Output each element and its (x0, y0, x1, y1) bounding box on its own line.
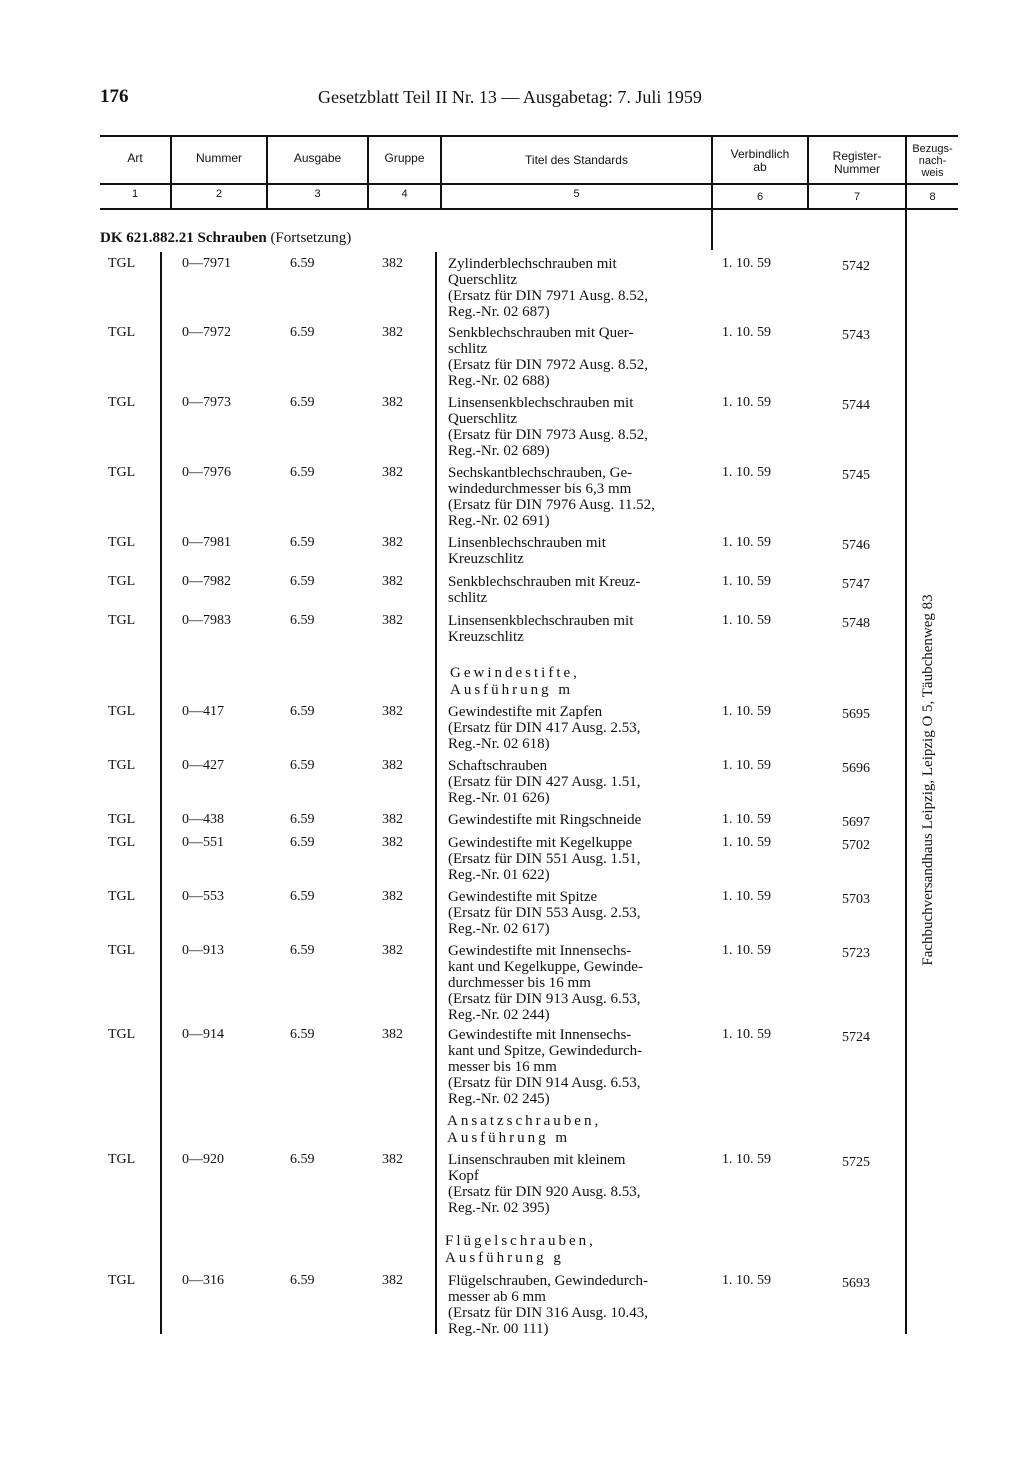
cell-verbindlich: 1. 10. 59 (722, 1027, 771, 1042)
cell-verbindlich: 1. 10. 59 (722, 1152, 771, 1167)
cell-ausgabe: 6.59 (290, 395, 315, 410)
title-line: (Ersatz für DIN 316 Ausg. 10.43, (448, 1305, 648, 1321)
title-line: Linsensenkblechschrauben mit (448, 395, 634, 411)
title-line: (Ersatz für DIN 7971 Ausg. 8.52, (448, 288, 648, 304)
cell-art: TGL (108, 325, 136, 340)
col-number: 2 (215, 188, 223, 200)
cell-register: 5702 (842, 838, 870, 853)
title-line: Gewindestifte mit Innensechs- (448, 1027, 632, 1043)
cell-nummer: 0—914 (182, 1027, 224, 1042)
title-line: Reg.-Nr. 02 689) (448, 443, 550, 459)
cell-verbindlich: 1. 10. 59 (722, 758, 771, 773)
col-number: 4 (401, 188, 408, 200)
page-number: 176 (100, 86, 129, 107)
cell-ausgabe: 6.59 (290, 613, 315, 628)
cell-verbindlich: 1. 10. 59 (722, 889, 771, 904)
cell-verbindlich: 1. 10. 59 (722, 256, 771, 271)
cell-register: 5723 (842, 946, 870, 961)
cell-gruppe: 382 (382, 1027, 403, 1042)
cell-verbindlich: 1. 10. 59 (722, 535, 771, 550)
title-line: Reg.-Nr. 02 691) (448, 513, 550, 529)
subhead-ansatzschrauben (447, 1113, 601, 1147)
cell-art: TGL (108, 835, 136, 850)
cell-art: TGL (108, 1027, 136, 1042)
title-line: Kreuzschlitz (448, 551, 524, 567)
cell-art: TGL (108, 758, 136, 773)
cell-art: TGL (108, 704, 136, 719)
cell-ausgabe: 6.59 (290, 758, 315, 773)
cell-titel (448, 613, 706, 645)
col-header-register-line: Nummer (833, 162, 880, 176)
col-number: 1 (131, 188, 139, 200)
cell-register: 5695 (842, 707, 870, 722)
cell-art: TGL (108, 256, 136, 271)
title-line: kant und Kegelkuppe, Gewinde- (448, 959, 643, 975)
cell-verbindlich: 1. 10. 59 (722, 613, 771, 628)
col-header-gruppe: Gruppe (384, 151, 425, 165)
cell-gruppe: 382 (382, 1152, 403, 1167)
cell-art: TGL (108, 943, 136, 958)
cell-nummer: 0—7976 (182, 465, 231, 480)
cell-gruppe: 382 (382, 395, 403, 410)
title-line: Kopf (448, 1168, 479, 1184)
cell-ausgabe: 6.59 (290, 325, 315, 340)
col-header-art: Art (127, 151, 143, 165)
cell-verbindlich: 1. 10. 59 (722, 395, 771, 410)
cell-verbindlich: 1. 10. 59 (722, 835, 771, 850)
title-line: Sechskantblechschrauben, Ge- (448, 465, 633, 481)
title-line: (Ersatz für DIN 417 Ausg. 2.53, (448, 720, 641, 736)
cell-register: 5748 (842, 616, 870, 631)
cell-ausgabe: 6.59 (290, 1273, 315, 1288)
cell-verbindlich: 1. 10. 59 (722, 943, 771, 958)
col-number: 3 (314, 188, 321, 200)
col-header-register-line: Register- (832, 149, 882, 163)
body-col-sep (905, 210, 907, 1334)
subhead-fluegelschrauben (445, 1233, 596, 1267)
cell-gruppe: 382 (382, 325, 403, 340)
title-line: Gewindestifte mit Innensechs- (448, 943, 632, 959)
title-line: Schaftschrauben (448, 758, 548, 774)
title-line: (Ersatz für DIN 551 Ausg. 1.51, (448, 851, 641, 867)
body-col-sep (435, 252, 437, 1334)
cell-nummer: 0—7973 (182, 395, 231, 410)
title-line: (Ersatz für DIN 914 Ausg. 6.53, (448, 1075, 641, 1091)
cell-titel (448, 889, 706, 937)
cell-nummer: 0—913 (182, 943, 224, 958)
title-line: Linsenschrauben mit kleinem (448, 1152, 626, 1168)
cell-titel (448, 1152, 706, 1216)
cell-gruppe: 382 (382, 574, 403, 589)
cell-art: TGL (108, 395, 136, 410)
col-header-titel: Titel des Standards (525, 153, 628, 167)
title-line: Gewindestifte mit Ringschneide (448, 812, 642, 828)
title-line: Linsenblechschrauben mit (448, 535, 606, 551)
cell-ausgabe: 6.59 (290, 1152, 315, 1167)
cell-titel (448, 943, 706, 1023)
cell-titel (448, 1273, 706, 1337)
cell-ausgabe: 6.59 (290, 535, 315, 550)
col-header-bezug (907, 143, 958, 179)
cell-verbindlich: 1. 10. 59 (722, 574, 771, 589)
col-header-verbindlich-line: ab (753, 160, 767, 174)
header-mid-rule (100, 183, 958, 185)
cell-ausgabe: 6.59 (290, 943, 315, 958)
title-line: Kreuzschlitz (448, 629, 524, 645)
cell-titel (448, 812, 706, 828)
cell-nummer: 0—316 (182, 1273, 224, 1288)
header-top-rule (100, 135, 958, 137)
cell-register: 5747 (842, 577, 870, 592)
title-line: (Ersatz für DIN 427 Ausg. 1.51, (448, 774, 641, 790)
body-col-sep (160, 252, 162, 1334)
cell-ausgabe: 6.59 (290, 574, 315, 589)
col-number: 7 (853, 191, 861, 203)
cell-gruppe: 382 (382, 704, 403, 719)
cell-verbindlich: 1. 10. 59 (722, 704, 771, 719)
section-title-cont: (Fortsetzung) (270, 230, 352, 246)
cell-art: TGL (108, 889, 136, 904)
cell-register: 5693 (842, 1276, 870, 1291)
cell-verbindlich: 1. 10. 59 (722, 812, 771, 827)
header-bottom-rule (100, 208, 958, 210)
col-header-verbindlich-line: Verbindlich (730, 147, 790, 161)
section-title (100, 230, 351, 247)
col-number: 5 (573, 188, 580, 200)
title-line: Querschlitz (448, 411, 518, 427)
cell-gruppe: 382 (382, 535, 403, 550)
cell-nummer: 0—7972 (182, 325, 231, 340)
cell-nummer: 0—7982 (182, 574, 231, 589)
title-line: kant und Spitze, Gewindedurch- (448, 1043, 643, 1059)
title-line: Reg.-Nr. 02 618) (448, 736, 550, 752)
cell-nummer: 0—7983 (182, 613, 231, 628)
title-line: Gewindestifte mit Spitze (448, 889, 598, 905)
title-line: Reg.-Nr. 02 617) (448, 921, 550, 937)
cell-titel (448, 465, 706, 529)
running-head: Gesetzblatt Teil II Nr. 13 — Ausgabetag: 7. Juli 1959 (318, 87, 702, 107)
title-line: (Ersatz für DIN 7972 Ausg. 8.52, (448, 357, 648, 373)
cell-titel (448, 758, 706, 806)
cell-titel (448, 395, 706, 459)
cell-gruppe: 382 (382, 943, 403, 958)
cell-nummer: 0—427 (182, 758, 224, 773)
cell-gruppe: 382 (382, 1273, 403, 1288)
subhead-line: Ansatzschrauben, (447, 1113, 602, 1129)
cell-register: 5696 (842, 761, 870, 776)
cell-register: 5746 (842, 538, 870, 553)
cell-gruppe: 382 (382, 613, 403, 628)
side-note-publisher: Fachbuchversandhaus Leipzig, Leipzig O 5, Täubchenweg 83 (920, 594, 936, 966)
title-line: messer bis 16 mm (448, 1059, 557, 1075)
cell-nummer: 0—551 (182, 835, 224, 850)
col-header-bezug-line: weis (921, 167, 944, 179)
title-line: durchmesser bis 16 mm (448, 975, 591, 991)
cell-art: TGL (108, 535, 136, 550)
col-header-ausgabe: Ausgabe (293, 151, 342, 165)
title-line: Gewindestifte mit Zapfen (448, 704, 603, 720)
cell-gruppe: 382 (382, 835, 403, 850)
subhead-line: Ausführung g (445, 1250, 564, 1266)
cell-ausgabe: 6.59 (290, 812, 315, 827)
cell-nummer: 0—417 (182, 704, 224, 719)
cell-nummer: 0—7971 (182, 256, 231, 271)
title-line: schlitz (448, 341, 488, 357)
title-line: Senkblechschrauben mit Kreuz- (448, 574, 641, 590)
cell-gruppe: 382 (382, 465, 403, 480)
cell-register: 5744 (842, 398, 870, 413)
cell-titel (448, 1027, 706, 1107)
col-number: 6 (756, 191, 764, 203)
cell-titel (448, 704, 706, 752)
cell-art: TGL (108, 1273, 136, 1288)
title-line: messer ab 6 mm (448, 1289, 546, 1305)
title-line: windedurchmesser bis 6,3 mm (448, 481, 632, 497)
cell-nummer: 0—438 (182, 812, 224, 827)
title-line: Reg.-Nr. 02 244) (448, 1007, 550, 1023)
cell-verbindlich: 1. 10. 59 (722, 325, 771, 340)
col-header-bezug-line: Bezugs- (912, 143, 953, 155)
title-line: (Ersatz für DIN 7973 Ausg. 8.52, (448, 427, 648, 443)
cell-register: 5725 (842, 1155, 870, 1170)
title-line: Reg.-Nr. 02 245) (448, 1091, 550, 1107)
section-title-dk: DK 621.882.21 Schrauben (100, 230, 267, 246)
cell-gruppe: 382 (382, 889, 403, 904)
cell-art: TGL (108, 812, 136, 827)
title-line: Reg.-Nr. 02 688) (448, 373, 550, 389)
cell-art: TGL (108, 613, 136, 628)
cell-art: TGL (108, 465, 136, 480)
title-line: schlitz (448, 590, 488, 606)
cell-gruppe: 382 (382, 256, 403, 271)
cell-register: 5743 (842, 328, 870, 343)
cell-titel (448, 325, 706, 389)
cell-nummer: 0—7981 (182, 535, 231, 550)
subhead-line: Gewindestifte, (450, 665, 580, 681)
cell-register: 5703 (842, 892, 870, 907)
cell-ausgabe: 6.59 (290, 704, 315, 719)
col-header-bezug-line: nach- (918, 155, 947, 167)
subhead-line: Ausführung m (447, 1130, 571, 1146)
title-line: Reg.-Nr. 02 687) (448, 304, 550, 320)
cell-verbindlich: 1. 10. 59 (722, 465, 771, 480)
title-line: (Ersatz für DIN 553 Ausg. 2.53, (448, 905, 641, 921)
cell-nummer: 0—553 (182, 889, 224, 904)
cell-titel (448, 835, 706, 883)
cell-art: TGL (108, 1152, 136, 1167)
cell-ausgabe: 6.59 (290, 256, 315, 271)
cell-nummer: 0—920 (182, 1152, 224, 1167)
cell-register: 5745 (842, 468, 870, 483)
cell-ausgabe: 6.59 (290, 465, 315, 480)
title-line: Gewindestifte mit Kegelkuppe (448, 835, 633, 851)
cell-titel (448, 574, 706, 606)
cell-gruppe: 382 (382, 758, 403, 773)
title-line: (Ersatz für DIN 7976 Ausg. 11.52, (448, 497, 655, 513)
subhead-line: Ausführung m (450, 682, 574, 698)
cell-ausgabe: 6.59 (290, 889, 315, 904)
cell-register: 5742 (842, 259, 870, 274)
body-col-sep (711, 210, 713, 250)
title-line: Reg.-Nr. 02 395) (448, 1200, 550, 1216)
title-line: (Ersatz für DIN 913 Ausg. 6.53, (448, 991, 641, 1007)
cell-register: 5697 (842, 815, 870, 830)
cell-titel (448, 256, 706, 320)
title-line: Reg.-Nr. 01 626) (448, 790, 550, 806)
col-header-verbindlich (713, 148, 807, 174)
cell-art: TGL (108, 574, 136, 589)
col-header-nummer: Nummer (195, 151, 242, 165)
subhead-gewindestifte (450, 665, 580, 699)
title-line: (Ersatz für DIN 920 Ausg. 8.53, (448, 1184, 641, 1200)
cell-register: 5724 (842, 1030, 870, 1045)
title-line: Senkblechschrauben mit Quer- (448, 325, 634, 341)
title-line: Zylinderblechschrauben mit (448, 256, 617, 272)
cell-ausgabe: 6.59 (290, 835, 315, 850)
title-line: Flügelschrauben, Gewindedurch- (448, 1273, 648, 1289)
title-line: Linsensenkblechschrauben mit (448, 613, 634, 629)
col-header-register (809, 150, 905, 176)
cell-titel (448, 535, 706, 567)
cell-gruppe: 382 (382, 812, 403, 827)
title-line: Querschlitz (448, 272, 518, 288)
subhead-line: Flügelschrauben, (445, 1233, 596, 1249)
title-line: Reg.-Nr. 01 622) (448, 867, 550, 883)
cell-verbindlich: 1. 10. 59 (722, 1273, 771, 1288)
col-number: 8 (929, 191, 936, 203)
title-line: Reg.-Nr. 00 111) (448, 1321, 549, 1337)
cell-ausgabe: 6.59 (290, 1027, 315, 1042)
